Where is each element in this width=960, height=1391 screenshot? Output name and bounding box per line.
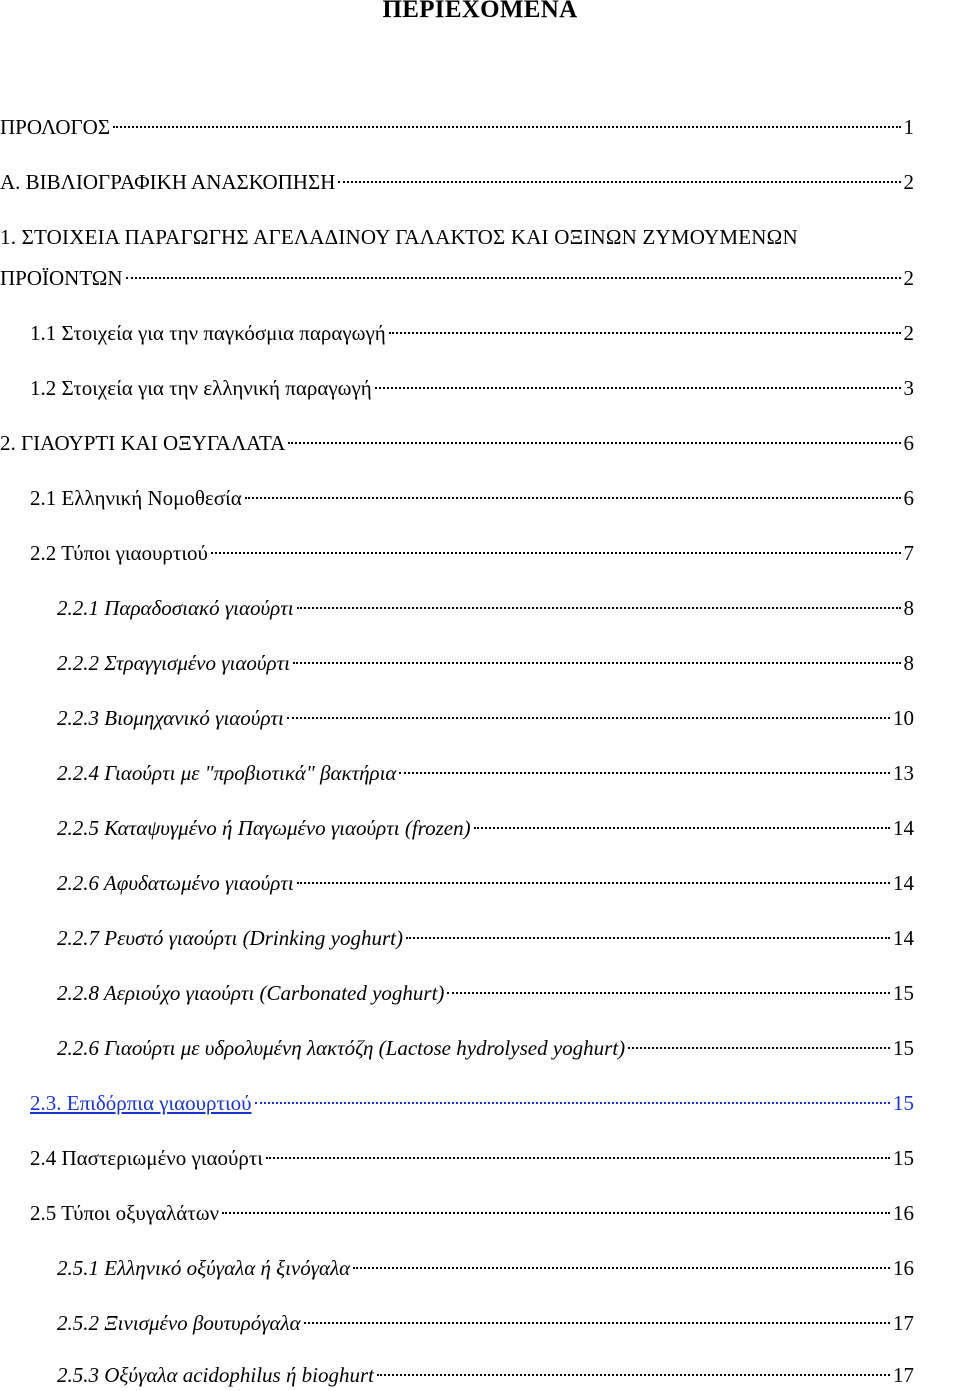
dot-leader — [353, 1267, 890, 1269]
toc-entry-label-line1: 1. ΣΤΟΙΧΕΙΑ ΠΑΡΑΓΩΓΗΣ ΑΓΕΛΑΔΙΝΟΥ ΓΑΛΑΚΤΟΣ ΚΑΙ ΟΞΙΝΩΝ ΖΥΜΟΥΜΕΝΩΝ — [0, 225, 798, 249]
toc-entry-lactose-hydrolysed-yoghurt[interactable] — [57, 1033, 914, 1063]
dot-leader — [126, 277, 901, 279]
toc-entry-greek-production[interactable] — [30, 373, 914, 403]
toc-entry-industrial-yoghurt[interactable] — [57, 703, 914, 733]
toc-page-number: 14 — [893, 926, 914, 950]
dot-leader — [293, 662, 901, 664]
toc-page-number: 3 — [903, 376, 914, 400]
toc-entry-label: 1.1 Στοιχεία για την παγκόσμια παραγωγή — [30, 321, 386, 345]
dot-leader — [338, 181, 900, 183]
toc-entry-label: 2.1 Ελληνική Νομοθεσία — [30, 486, 242, 510]
toc-entry-greek-legislation[interactable] — [30, 483, 914, 513]
toc-page-number: 8 — [903, 651, 914, 675]
toc-entry-label: 2.2.2 Στραγγισμένο γιαούρτι — [57, 651, 290, 675]
dot-leader — [113, 126, 900, 128]
toc-entry-label: 2.5.3 Οξύγαλα acidophilus ή bioghurt — [57, 1363, 374, 1387]
toc-entry-yoghurt-types[interactable] — [30, 538, 914, 568]
toc-entry-label: ΠΡΟΛΟΓΟΣ — [0, 115, 111, 139]
toc-entry-traditional-yoghurt[interactable] — [57, 593, 914, 623]
toc-entry-drinking-yoghurt[interactable] — [57, 923, 914, 953]
toc-page-number: 15 — [893, 1146, 914, 1170]
toc-page-number: 17 — [893, 1363, 914, 1387]
toc-page-number: 14 — [893, 816, 914, 840]
toc-entry-carbonated-yoghurt[interactable] — [57, 978, 914, 1008]
toc-page-number: 2 — [903, 321, 914, 345]
dot-leader — [375, 387, 901, 389]
toc-entry-production-data[interactable] — [0, 263, 914, 293]
dot-leader — [297, 882, 890, 884]
toc-entry-yoghurt-and-sour-milks[interactable] — [0, 428, 914, 458]
page-title: ΠΕΡΙΕΧΟΜΕΝΑ — [382, 0, 578, 23]
toc-entry-frozen-yoghurt[interactable] — [57, 813, 914, 843]
dot-leader — [304, 1322, 890, 1324]
toc-entry-yoghurt-desserts-link[interactable] — [30, 1088, 914, 1118]
toc-entry-label: 2.4 Παστεριωμένο γιαούρτι — [30, 1146, 263, 1170]
dot-leader — [399, 772, 890, 774]
dot-leader — [297, 607, 901, 609]
dot-leader — [266, 1157, 890, 1159]
toc-entry-sour-milk-types[interactable] — [30, 1198, 914, 1228]
toc-page-number: 2 — [903, 266, 914, 290]
toc-entry-label: ΠΡΟΪΟΝΤΩΝ — [0, 266, 123, 290]
toc-entry-label: 2.3. Επιδόρπια γιαουρτιού — [30, 1091, 252, 1115]
dot-leader — [255, 1102, 890, 1104]
toc-entry-prologue[interactable] — [0, 112, 914, 142]
toc-entry-label: 2.2 Τύποι γιαουρτιού — [30, 541, 208, 565]
toc-page-number: 15 — [893, 1091, 914, 1115]
dot-leader — [389, 332, 901, 334]
dot-leader — [287, 717, 890, 719]
toc-page-number: 2 — [903, 170, 914, 194]
dot-leader — [628, 1047, 890, 1049]
toc-entry-label: 1.2 Στοιχεία για την ελληνική παραγωγή — [30, 376, 372, 400]
toc-page-number: 16 — [893, 1256, 914, 1280]
toc-entry-label: 2.5.1 Ελληνικό οξύγαλα ή ξινόγαλα — [57, 1256, 351, 1280]
dot-leader — [447, 992, 890, 994]
toc-entry-label: 2.2.5 Καταψυγμένο ή Παγωμένο γιαούρτι (frozen) — [57, 816, 471, 840]
toc-entry-probiotic-yoghurt[interactable] — [57, 758, 914, 788]
toc-page-number: 13 — [893, 761, 914, 785]
toc-page-number: 10 — [893, 706, 914, 730]
toc-entry-label: 2.2.4 Γιαούρτι με "προβιοτικά" βακτήρια — [57, 761, 397, 785]
toc-entry-label: 2.2.6 Αφυδατωμένο γιαούρτι — [57, 871, 294, 895]
toc-page-number: 6 — [903, 486, 914, 510]
toc-page-number: 16 — [893, 1201, 914, 1225]
toc-entry-label: 2.2.1 Παραδοσιακό γιαούρτι — [57, 596, 294, 620]
dot-leader — [406, 937, 890, 939]
toc-page-number: 6 — [903, 431, 914, 455]
toc-page-number: 7 — [903, 541, 914, 565]
toc-entry-literature-review[interactable] — [0, 167, 914, 197]
toc-entry-label: Α. ΒΙΒΛΙΟΓΡΑΦΙΚΗ ΑΝΑΣΚΟΠΗΣΗ — [0, 170, 336, 194]
toc-entry-strained-yoghurt[interactable] — [57, 648, 914, 678]
toc-entry-label: 2. ΓΙΑΟΥΡΤΙ ΚΑΙ ΟΞΥΓΑΛΑΤΑ — [0, 431, 286, 455]
toc-page-number: 14 — [893, 871, 914, 895]
toc-entry-greek-sour-milk[interactable] — [57, 1253, 914, 1283]
toc-entry-label: 2.2.8 Αεριούχο γιαούρτι (Carbonated yoghurt) — [57, 981, 445, 1005]
dot-leader — [474, 827, 890, 829]
toc-page-number: 17 — [893, 1311, 914, 1335]
toc-entry-label: 2.2.6 Γιαούρτι με υδρολυμένη λακτόζη (Lactose hydrolysed yoghurt) — [57, 1036, 626, 1060]
toc-entry-global-production[interactable] — [30, 318, 914, 348]
dot-leader — [222, 1212, 890, 1214]
toc-entry-label: 2.5.2 Ξινισμένο βουτυρόγαλα — [57, 1311, 301, 1335]
toc-page-number: 8 — [903, 596, 914, 620]
toc-entry-acidophilus-milk[interactable] — [57, 1360, 914, 1390]
dot-leader — [288, 442, 900, 444]
dot-leader — [377, 1374, 890, 1376]
toc-entry-label: 2.5 Τύποι οξυγαλάτων — [30, 1201, 220, 1225]
toc-entry-dehydrated-yoghurt[interactable] — [57, 868, 914, 898]
toc-page-number: 15 — [893, 1036, 914, 1060]
dot-leader — [245, 497, 901, 499]
dot-leader — [211, 552, 901, 554]
toc-entry-label: 2.2.7 Ρευστό γιαούρτι (Drinking yoghurt) — [57, 926, 403, 950]
toc-page-number: 1 — [903, 115, 914, 139]
toc-entry-pasteurised-yoghurt[interactable] — [30, 1143, 914, 1173]
toc-page-number: 15 — [893, 981, 914, 1005]
toc-entry-label: 2.2.3 Βιομηχανικό γιαούρτι — [57, 706, 284, 730]
toc-entry-cultured-buttermilk[interactable] — [57, 1308, 914, 1338]
